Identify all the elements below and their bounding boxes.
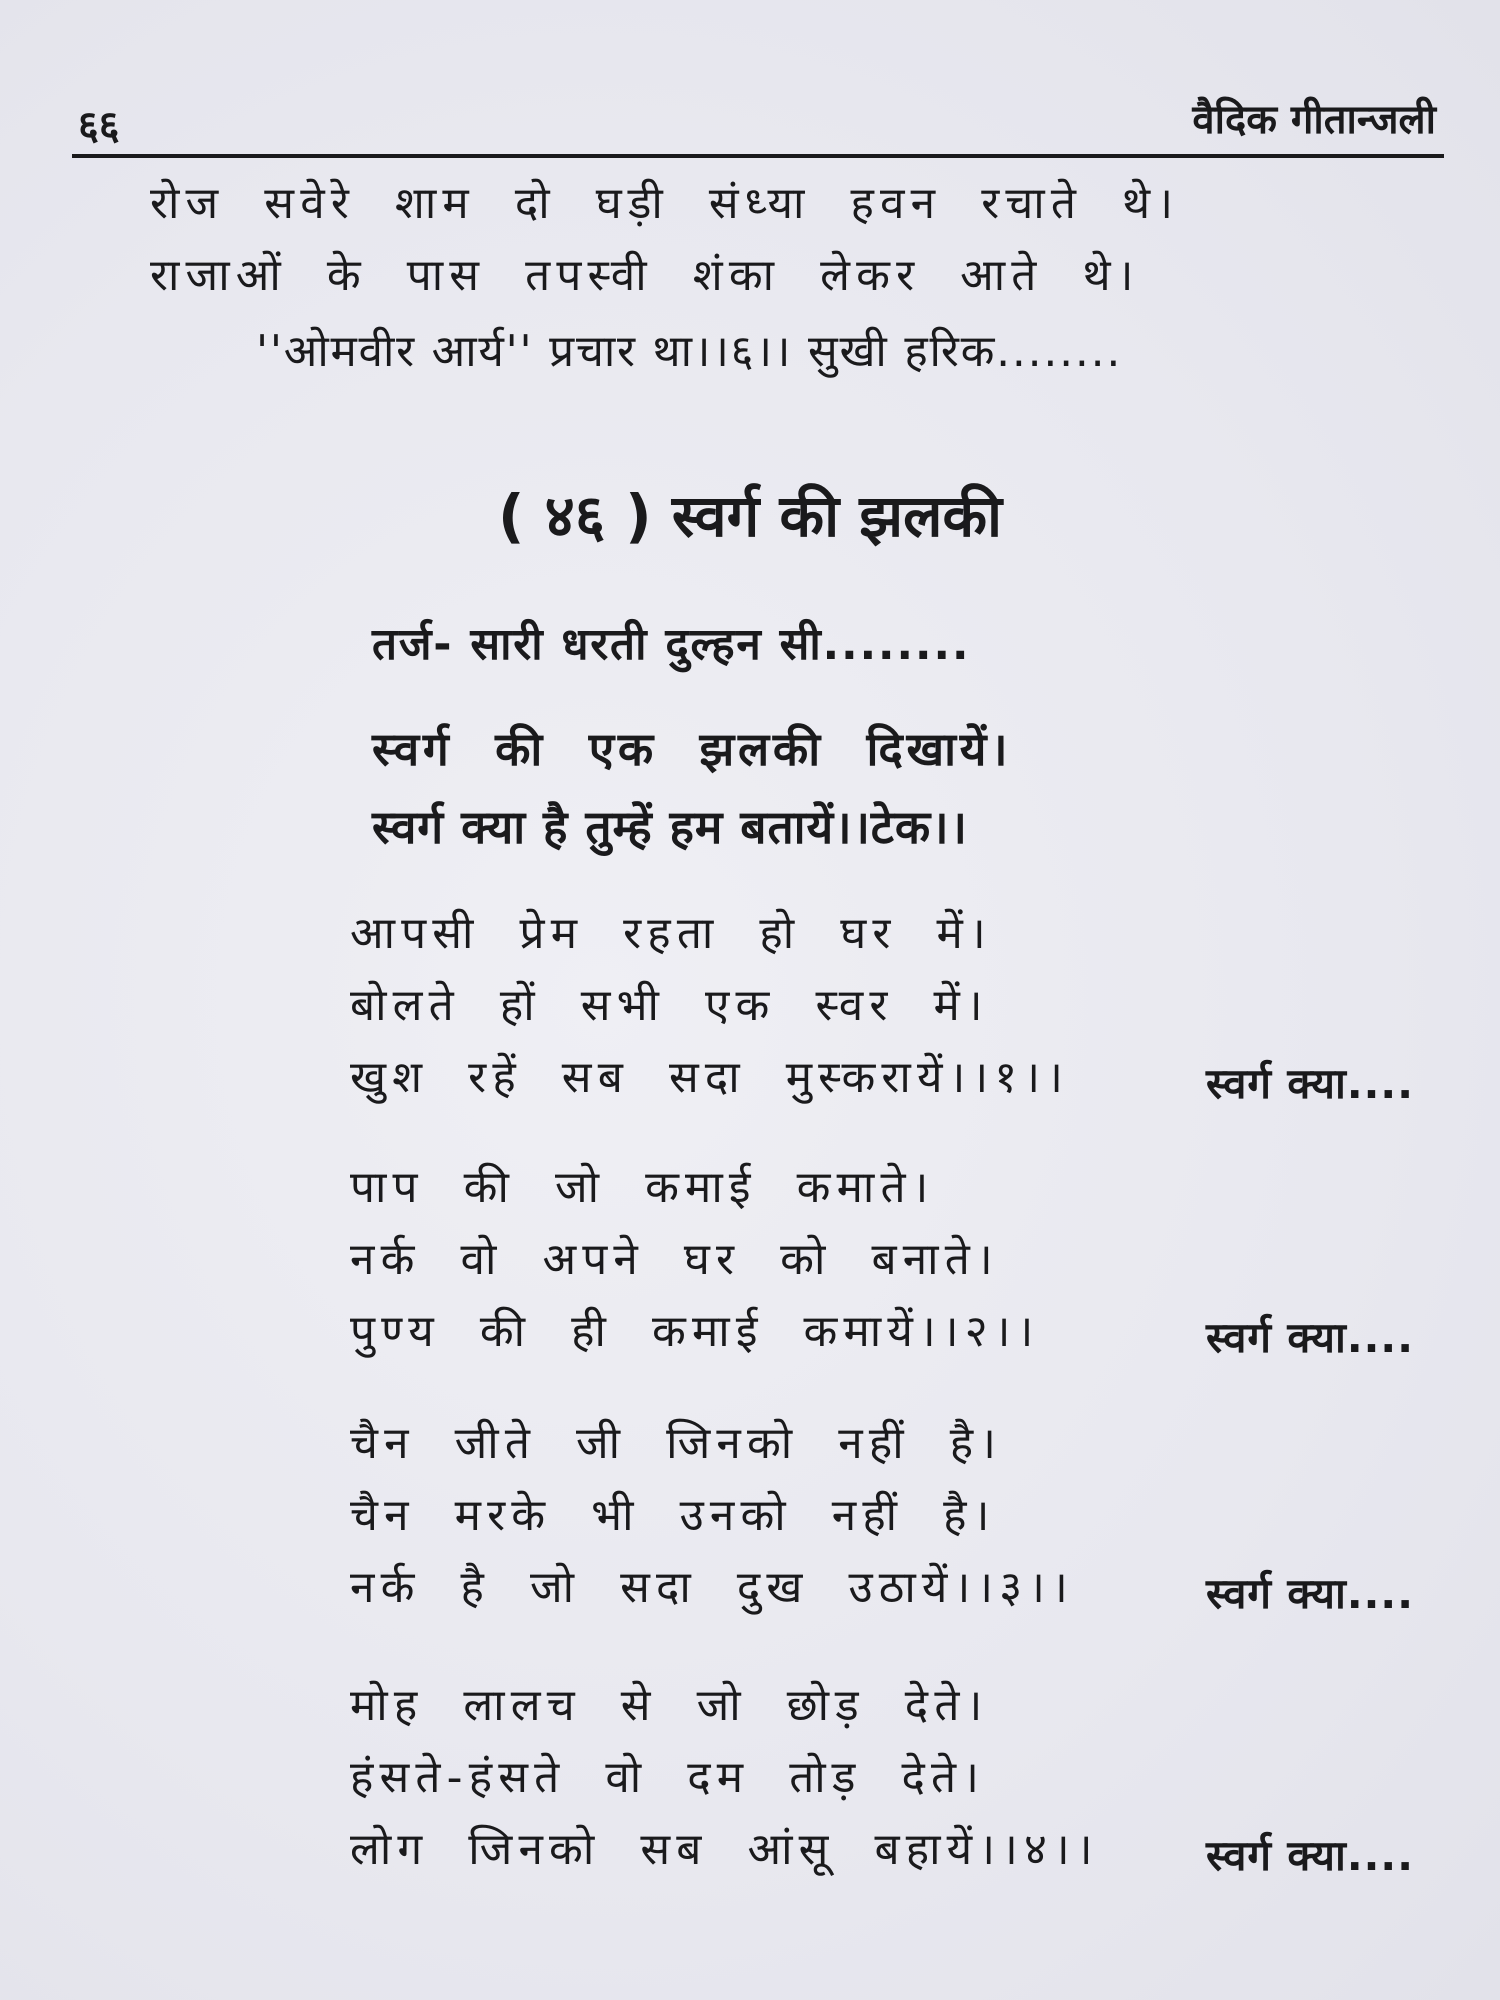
stanza-2-line-1: पाप की जो कमाई कमाते।: [350, 1162, 935, 1213]
book-title: वैदिक गीतान्जली: [1192, 97, 1436, 143]
stanza-4-refrain: स्वर्ग क्या....: [1206, 1831, 1414, 1880]
song-tune: तर्ज- सारी धरती दुल्हन सी........: [372, 619, 971, 670]
tek-line-1: स्वर्ग की एक झलकी दिखायें।: [372, 722, 1012, 776]
stanza-2-line-2: नर्क वो अपने घर को बनाते।: [350, 1234, 999, 1285]
stanza-2-line-3: पुण्य की ही कमाई कमायें।।२।।: [350, 1306, 1040, 1357]
stanza-1-line-1: आपसी प्रेम रहता हो घर में।: [350, 908, 992, 959]
stanza-4-line-3: लोग जिनको सब आंसू बहायें।।४।।: [350, 1824, 1099, 1875]
tek-line-2: स्वर्ग क्या है तुम्हें हम बतायें।।टेक।।: [372, 800, 968, 854]
song-title: ( ४६ ) स्वर्ग की झलकी: [497, 482, 1003, 550]
stanza-3-line-2: चैन मरके भी उनको नहीं है।: [350, 1490, 996, 1541]
stanza-1-line-2: बोलते हों सभी एक स्वर में।: [350, 980, 989, 1031]
stanza-4-line-1: मोह लालच से जो छोड़ देते।: [350, 1680, 989, 1731]
stanza-1-refrain: स्वर्ग क्या....: [1206, 1059, 1414, 1108]
stanza-3-refrain: स्वर्ग क्या....: [1206, 1569, 1414, 1618]
stanza-3-line-3: नर्क है जो सदा दुख उठायें।।३।।: [350, 1562, 1074, 1613]
stanza-3-line-1: चैन जीते जी जिनको नहीं है।: [350, 1418, 1003, 1469]
header-divider: [72, 154, 1444, 158]
stanza-4-line-2: हंसते-हंसते वो दम तोड़ देते।: [350, 1752, 986, 1803]
stanza-2-refrain: स्वर्ग क्या....: [1206, 1313, 1414, 1362]
previous-song-line-3: ''ओमवीर आर्य'' प्रचार था।।६।। सुखी हरिक........: [256, 326, 1123, 377]
stanza-1-line-3: खुश रहें सब सदा मुस्करायें।।१।।: [350, 1052, 1070, 1103]
previous-song-line-2: राजाओं के पास तपस्वी शंका लेकर आते थे।: [150, 250, 1140, 301]
previous-song-line-1: रोज सवेरे शाम दो घड़ी संध्या हवन रचाते थे।: [150, 178, 1180, 229]
page-number: ६६: [78, 103, 120, 149]
